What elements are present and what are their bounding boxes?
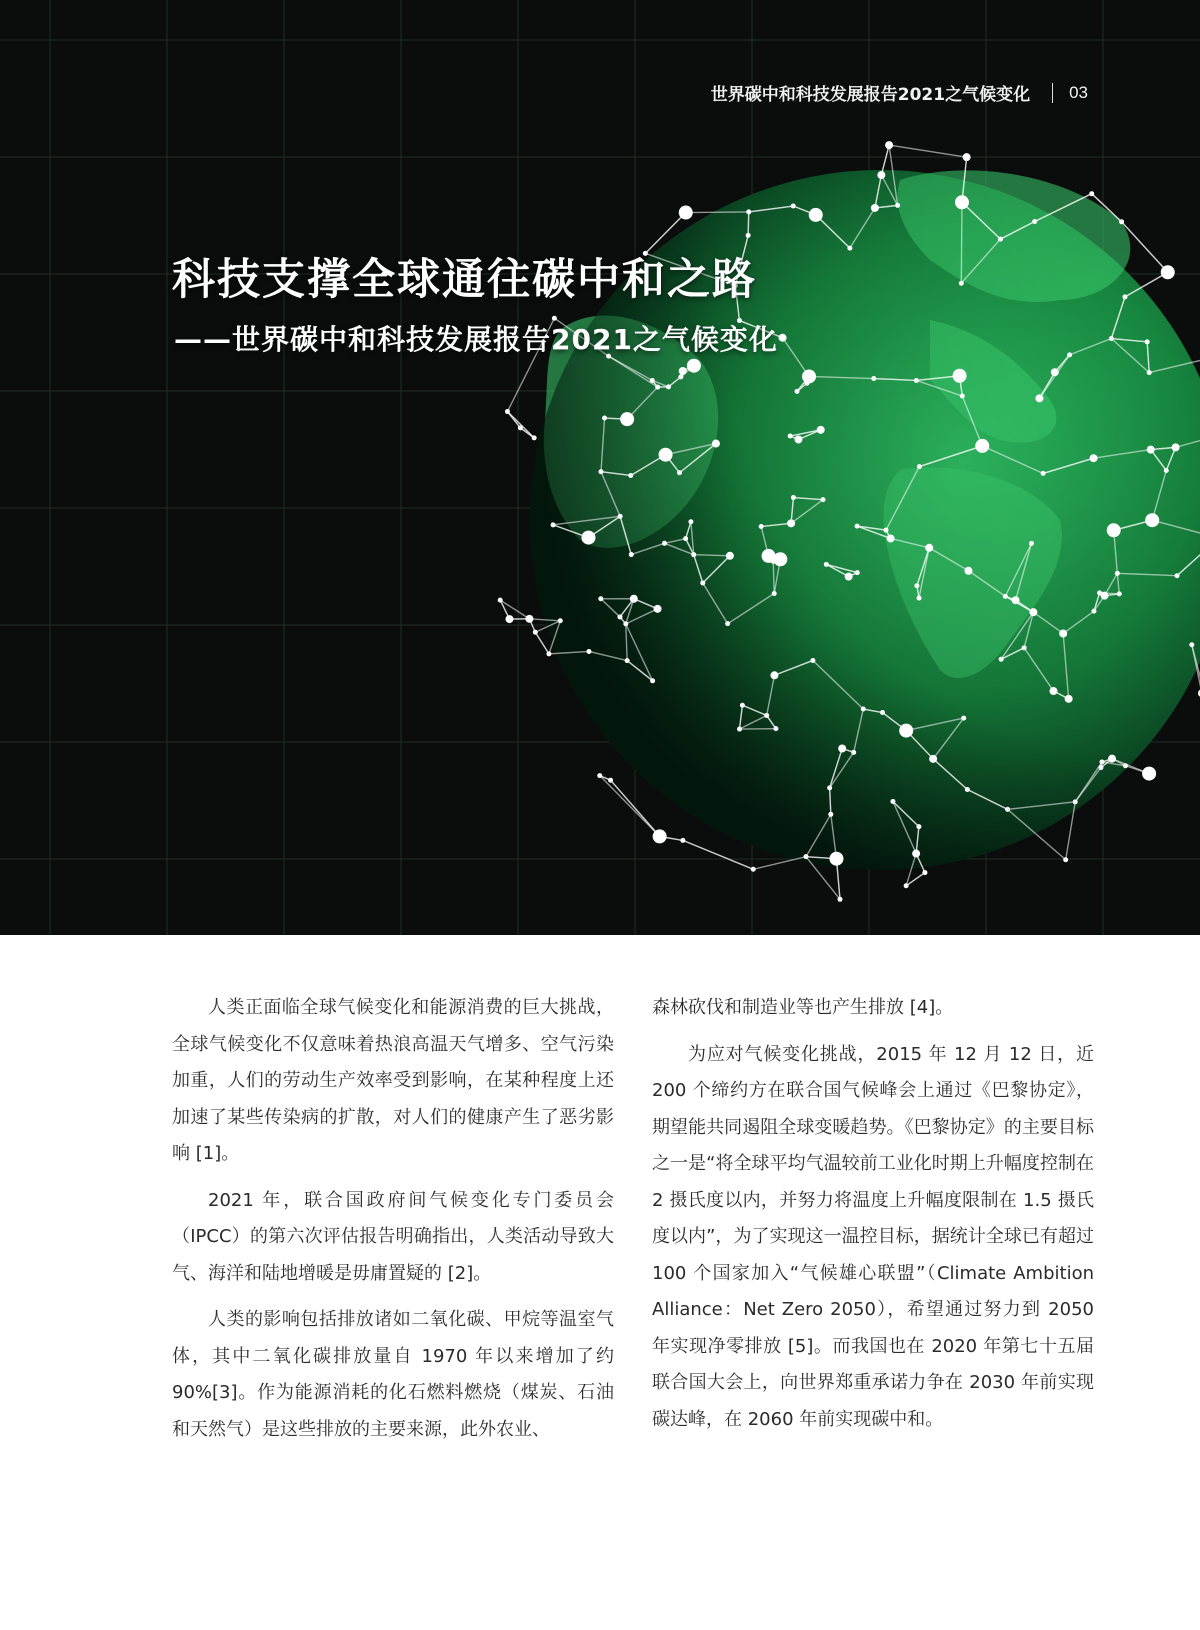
network-node — [847, 246, 852, 251]
network-node — [1122, 294, 1127, 299]
network-node — [809, 208, 823, 222]
network-node — [1012, 596, 1020, 604]
network-node — [1035, 394, 1043, 402]
network-node — [827, 785, 832, 790]
network-node — [666, 384, 671, 389]
network-node — [677, 470, 682, 475]
network-node — [890, 799, 895, 804]
network-node — [586, 649, 591, 654]
network-node — [1189, 642, 1194, 647]
network-node — [602, 416, 607, 421]
network-node — [861, 707, 866, 712]
network-node — [791, 204, 796, 209]
network-node — [764, 713, 769, 718]
network-node — [1123, 763, 1128, 768]
running-title: 世界碳中和科技发展报告2021之气候变化 — [710, 85, 1031, 105]
network-node — [1090, 454, 1098, 462]
network-node — [773, 552, 787, 566]
network-node — [917, 464, 922, 469]
network-node — [817, 426, 825, 434]
network-node — [505, 409, 510, 414]
network-node — [1029, 541, 1034, 546]
network-node — [787, 519, 795, 527]
network-node — [618, 514, 623, 519]
network-node — [960, 393, 965, 398]
network-node — [880, 710, 885, 715]
network-node — [851, 750, 856, 755]
network-node — [1117, 591, 1122, 596]
network-node — [961, 716, 966, 721]
network-node — [899, 724, 913, 738]
network-node — [883, 528, 888, 533]
network-node — [953, 369, 967, 383]
network-node — [712, 440, 720, 448]
network-node — [505, 615, 513, 623]
network-node — [680, 838, 685, 843]
network-node — [912, 850, 920, 858]
network-node — [794, 435, 802, 443]
network-node — [1109, 336, 1114, 341]
network-node — [1164, 468, 1169, 473]
network-node — [855, 570, 860, 575]
network-node — [895, 203, 900, 208]
page-subtitle: ——世界碳中和科技发展报告2021之气候变化 — [174, 323, 778, 356]
network-node — [1041, 471, 1046, 476]
network-node — [1115, 571, 1120, 576]
network-node — [1022, 645, 1027, 650]
network-node — [959, 281, 964, 286]
network-node — [625, 658, 630, 663]
network-node — [518, 425, 523, 430]
network-node — [608, 778, 613, 783]
network-node — [820, 497, 825, 502]
network-node — [975, 439, 989, 453]
network-node — [581, 531, 595, 545]
network-node — [963, 153, 971, 161]
network-node — [999, 657, 1004, 662]
network-node — [772, 591, 777, 596]
network-node — [1067, 352, 1072, 357]
network-node — [885, 141, 893, 149]
network-node — [654, 605, 662, 613]
network-node — [1003, 594, 1008, 599]
network-node — [965, 787, 970, 792]
network-node — [828, 812, 833, 817]
network-node — [845, 573, 853, 581]
network-node — [1147, 446, 1155, 454]
network-node — [650, 378, 655, 383]
network-node — [653, 829, 667, 843]
network-node — [598, 596, 603, 601]
running-header — [711, 80, 1088, 105]
network-node — [1145, 513, 1159, 527]
network-node — [788, 434, 793, 439]
network-node — [770, 671, 778, 679]
network-node — [650, 678, 655, 683]
network-node — [551, 522, 556, 527]
network-node — [620, 412, 634, 426]
network-node — [795, 389, 800, 394]
paragraph-continued: 森林砍伐和制造业等也产生排放 [4]。 — [652, 997, 954, 1018]
network-node — [1063, 857, 1068, 862]
network-node — [914, 583, 919, 588]
network-node — [803, 854, 808, 859]
network-node — [964, 567, 972, 575]
network-node — [1099, 759, 1104, 764]
network-node — [558, 618, 563, 623]
network-node — [726, 552, 734, 560]
network-node — [630, 595, 638, 603]
network-node — [1089, 191, 1094, 196]
network-node — [779, 334, 787, 342]
network-node — [1119, 219, 1124, 224]
paragraph: 2021 年，联合国政府间气候变化专门委员会（IPCC）的第六次评估报告明确指出，人类活动导致大气、海洋和陆地增暖是毋庸置疑的 [2]。 — [172, 1189, 614, 1284]
network-node — [1161, 265, 1175, 279]
network-node — [871, 204, 879, 212]
network-node — [628, 473, 633, 478]
network-node — [829, 852, 843, 866]
network-node — [623, 621, 628, 626]
network-node — [1051, 368, 1059, 376]
network-node — [1142, 767, 1156, 781]
network-node — [759, 524, 764, 529]
network-node — [838, 744, 846, 752]
network-node — [532, 435, 537, 440]
paragraph: 为应对气候变化挑战，2015 年 12 月 12 日，近 200 个缔约方在联合国气候峰会上通过《巴黎协定》，期望能共同遏阻全球变暖趋势。《巴黎协定》的主要目标之一是“将全球平均气温较前工业化时期上升幅度控制在 2 摄氏度以内，并努力将温度上升幅度限制在 1.5 摄氏度以内”，为了实现这一温控目标，据统计全球已有超过 100 个国家加入“气候雄心联盟”（Climate Ambition Alliance：Net Zero 2050），希望通过努力到 2050 年实现净零排放 [5]。而我国也在 2020 年第七十五届联合国大会上，向世界郑重承诺力争在 2030 年前实现碳达峰，在 2060 年前实现碳中和。 — [652, 1043, 1094, 1430]
network-node — [916, 824, 921, 829]
network-node — [771, 559, 776, 564]
network-node — [1147, 370, 1152, 375]
network-node — [498, 598, 503, 603]
network-node — [617, 614, 622, 619]
network-node — [1049, 687, 1057, 695]
body-left-column — [172, 990, 614, 1458]
network-node — [1073, 799, 1078, 804]
network-node — [1029, 608, 1037, 616]
network-node — [700, 580, 705, 585]
network-node — [802, 369, 816, 383]
network-node — [917, 596, 922, 601]
paragraph: 人类正面临全球气候变化和能源消费的巨大挑战，全球气候变化不仅意味着热浪高温天气增多、空气污染加重，人们的劳动生产效率受到影响，在某种程度上还加速了某些传染病的扩散，对人们的健康产生了恶劣影响 [1]。 — [172, 997, 614, 1164]
network-node — [791, 495, 796, 500]
network-node — [998, 237, 1003, 242]
network-node — [1098, 765, 1103, 770]
network-node — [533, 630, 538, 635]
network-node — [678, 374, 683, 379]
network-node — [746, 233, 751, 238]
network-node — [688, 519, 693, 524]
network-node — [629, 552, 634, 557]
network-node — [1175, 573, 1180, 578]
network-node — [725, 621, 730, 626]
network-node — [679, 367, 687, 375]
network-node — [929, 755, 937, 763]
network-node — [687, 359, 701, 373]
network-node — [597, 773, 602, 778]
network-node — [655, 385, 660, 390]
network-node — [1108, 755, 1116, 763]
body-right-column — [652, 990, 1094, 1448]
network-node — [1172, 443, 1180, 451]
network-node — [914, 378, 919, 383]
network-node — [746, 209, 751, 214]
network-node — [922, 870, 927, 875]
network-node — [955, 195, 969, 209]
network-node — [1032, 219, 1037, 224]
network-node — [546, 651, 551, 656]
network-node — [838, 897, 843, 902]
network-node — [691, 552, 696, 557]
network-node — [773, 726, 778, 731]
network-node — [887, 534, 895, 542]
network-node — [1097, 590, 1102, 595]
network-node — [662, 541, 667, 546]
network-node — [1005, 807, 1010, 812]
network-node — [824, 562, 829, 567]
network-node — [855, 524, 860, 529]
network-node — [683, 536, 688, 541]
network-node — [871, 376, 876, 381]
network-node — [737, 727, 742, 732]
network-node — [1091, 609, 1096, 614]
network-node — [877, 171, 885, 179]
network-node — [740, 703, 745, 708]
network-node — [659, 448, 673, 462]
network-node — [525, 615, 533, 623]
network-node — [679, 206, 693, 220]
network-node — [904, 883, 909, 888]
network-node — [1145, 339, 1150, 344]
header-divider — [1052, 83, 1053, 103]
network-node — [810, 658, 815, 663]
paragraph: 人类的影响包括排放诸如二氧化碳、甲烷等温室气体，其中二氧化碳排放量自 1970 年以来增加了约 90%[3]。作为能源消耗的化石燃料燃烧（煤炭、石油和天然气）是这些排放的主要来源，此外农业、 — [172, 1309, 614, 1440]
network-node — [1107, 523, 1121, 537]
page-title: 科技支撑全球通往碳中和之路 — [172, 255, 757, 305]
page-number: 03 — [1069, 82, 1088, 102]
network-node — [1059, 629, 1067, 637]
network-node — [925, 544, 933, 552]
network-node — [751, 867, 756, 872]
network-node — [1065, 695, 1073, 703]
network-node — [598, 469, 603, 474]
